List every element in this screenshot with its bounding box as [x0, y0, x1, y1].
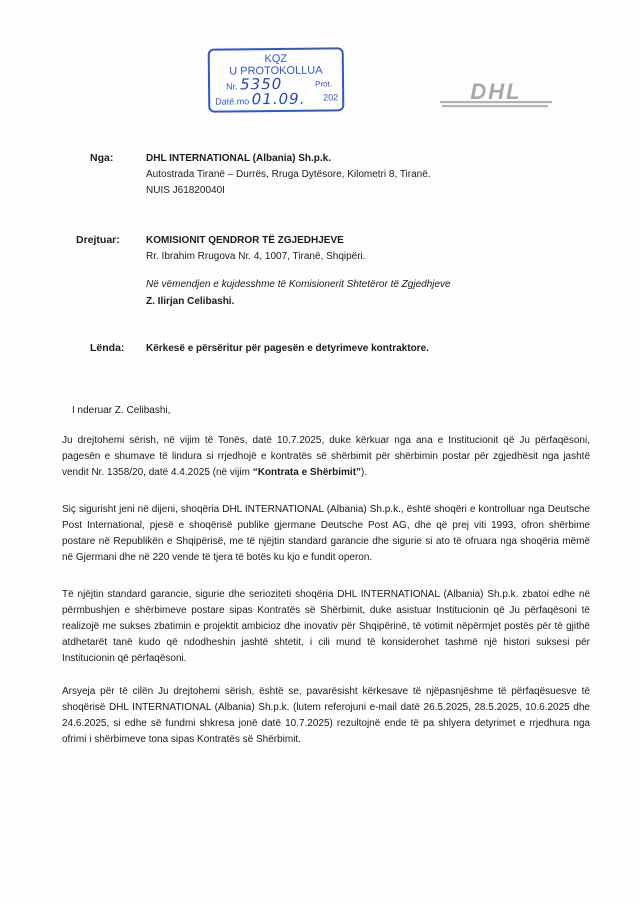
paragraph-1-end: ). [361, 467, 368, 478]
protocol-stamp [208, 47, 345, 112]
paragraph-2: Siç sigurisht jeni në dijeni, shoqëria DHL INTERNATIONAL (Albania) Sh.p.k., është shoqëri e kontrolluar nga Deutsche Post International, pjesë e shoqërisë publike gjermane Deutsche Post AG, dhe që prej viti 1993, ofron shërbime postare në Republikën e Shqipërisë, me të njëjtin standard garancie dhe sigurie si ato të ofruara nga shoqëria mëmë në Gjermani dhe në 220 vende të tjera të botës ku kjo e fundit operon. [62, 504, 590, 563]
paragraph-1-text: Ju drejtohemi sërish, në vijim të Tonës, datë 10.7.2025, duke kërkuar nga ana e Institucionit që Ju përfaqësoni, pagesën e shumave të lindura si rrjedhojë e kontratës së shërbimit për shërbimin postar për zgjedhësit nga jashtë vendit Nr. 1358/20, datë 4.4.2025 (në vijim [62, 435, 590, 478]
stamp-nr-value: 5350 [239, 74, 283, 94]
contract-term: “Kontrata e Shërbimit” [252, 467, 362, 478]
stamp-nr-label: Nr. [226, 81, 238, 92]
sender-nuis: NUIS J61820040I [146, 185, 225, 196]
greeting: I nderuar Z. Celibashi, [72, 405, 171, 416]
attention-line: Në vëmendjen e kujdesshme të Komisionerit Shtetëror të Zgjedhjeve [146, 279, 451, 290]
stamp-date-label: Datë.mo [215, 96, 250, 107]
stamp-date-value: 01.09. [251, 89, 306, 109]
sender-company: DHL INTERNATIONAL (Albania) Sh.p.k. [146, 153, 332, 164]
paragraph-3: Të njëjtin standard garancie, sigurie dhe serioziteti shoqëria DHL INTERNATIONAL (Albania) Sh.p.k. zbatoi edhe në përmbushjen e shërbimeve postare sipas Kontratës së Shërbimit, duke asistuar Institucionin që Ju përfaqësoni të realizojë me sukses zbatimin e projektit ambicioz dhe inovativ për Shqipërinë, të votimit nëpërmjet postës për të gjithë atdhetarët tanë kudo që ndodheshin jashtë shtetit, i cili mund të konsiderohet tashmë një histori suksesi për Institucionin që përfaqësoni. [62, 589, 590, 664]
subject-label: Lënda: [90, 342, 125, 354]
recipient-org: KOMISIONIT QENDROR TË ZGJEDHJEVE [146, 235, 344, 246]
stamp-prot-label: Prot. [315, 79, 333, 89]
stamp-year: 202 [323, 92, 339, 103]
sender-address: Autostrada Tiranë – Durrës, Rruga Dytësore, Kilometri 8, Tiranë. [146, 169, 431, 180]
to-label: Drejtuar: [76, 234, 120, 246]
recipient-address: Rr. Ibrahim Rrugova Nr. 4, 1007, Tiranë, Shqipëri. [146, 251, 366, 262]
dhl-logo-text: DHL [470, 79, 522, 104]
paragraph-4: Arsyeja për të cilën Ju drejtohemi sërish, është se, pavarësisht kërkesave të njëpasnjëshme të përfaqësuesve të shoqërisë DHL INTERNATIONAL (Albania) Sh.p.k. (lutem referojuni e-mail datë 26.5.2025, 28.5.2025, 10.6.2025 dhe 24.6.2025, si edhe së fundmi shkresa jonë datë 10.7.2025) rezultojnë ende të pa shlyera detyrimet e rrjedhura nga ofrimi i shërbimeve tona sipas Kontratës së Shërbimit. [62, 686, 590, 745]
recipient-person: Z. Ilirjan Celibashi. [146, 296, 235, 307]
paragraph-1 [62, 433, 590, 481]
stamp-line-2: U PROTOKOLLUA [229, 64, 323, 78]
dhl-logo [440, 78, 552, 112]
subject-text: Kërkesë e përsëritur për pagesën e detyrimeve kontraktore. [146, 343, 429, 354]
from-label: Nga: [90, 152, 114, 164]
stamp-line-1: KQZ [264, 52, 288, 66]
